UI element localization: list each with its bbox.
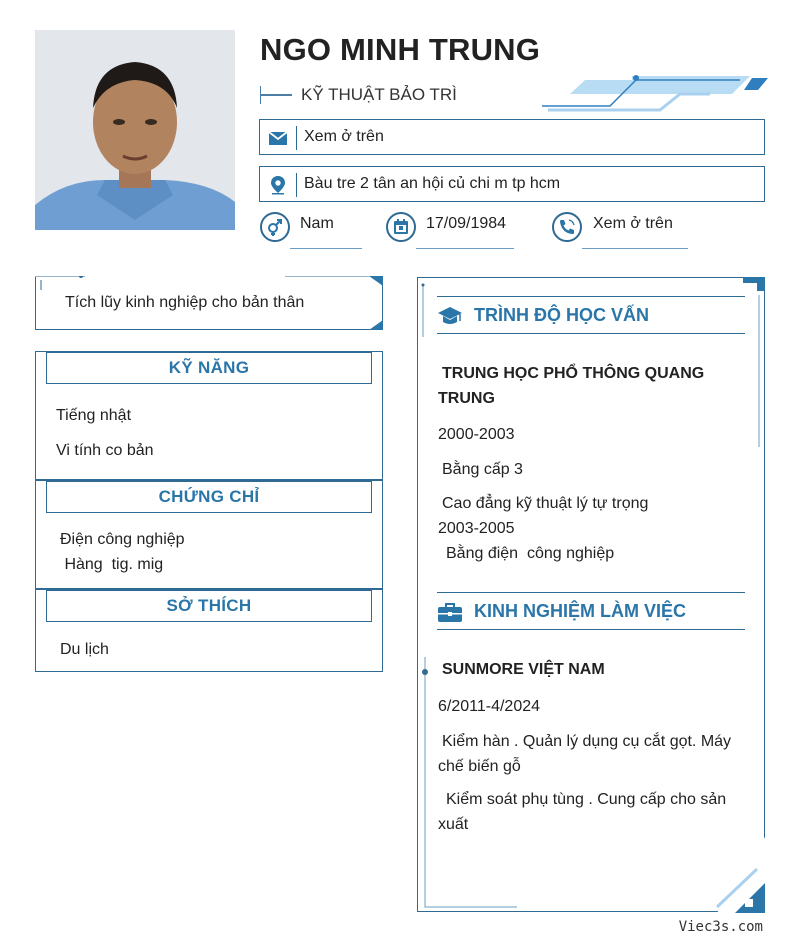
watermark: Viec3s.com [678,919,763,935]
underline [290,248,362,249]
graduation-cap-icon [437,305,463,327]
certificates-panel [35,480,383,589]
phone-value: Xem ở trên [593,215,673,232]
profile-photo [35,30,235,230]
skills-title: KỸ NĂNG [46,352,372,384]
experience-header [437,592,745,630]
education-period: 2000-2003 [438,426,515,443]
job-title-marker [260,94,292,96]
education-school: TRUNG HỌC PHỔ THÔNG QUANG TRUNG [438,365,705,407]
experience-description: Kiểm soát phụ tùng . Cung cấp cho sản xuất [438,791,727,833]
skill-item: Vi tính co bản [56,442,154,459]
email-value: Xem ở trên [304,128,384,145]
gender-value: Nam [300,215,334,232]
candidate-name: NGO MINH TRUNG [260,32,541,67]
calendar-icon [386,212,416,242]
objective-text: Tích lũy kinh nghiệp cho bản thân [65,294,305,311]
gender-icon [260,212,290,242]
separator [296,126,297,150]
hobbies-title: SỞ THÍCH [46,590,372,622]
experience-period: 6/2011-4/2024 [438,698,541,715]
underline [416,248,514,249]
skills-panel [35,351,383,480]
experience-title: KINH NGHIỆM LÀM VIỆC [474,601,687,621]
hobbies-panel [35,589,383,672]
briefcase-icon [437,601,463,623]
separator [296,173,297,197]
hobby-item: Du lịch [60,641,109,658]
education-extra: Bằng điện công nghiệp [446,545,615,562]
job-title: KỸ THUẬT BẢO TRÌ [301,85,457,104]
circuit-decoration [540,72,770,112]
location-pin-icon [268,175,288,195]
education-extra: Cao đẳng kỹ thuật lý tự trọng [442,495,649,512]
education-title: TRÌNH ĐỘ HỌC VẤN [474,305,649,325]
education-extra: 2003-2005 [438,520,515,537]
certificate-item: Điện công nghiệp [60,531,185,548]
envelope-icon [268,128,288,148]
phone-icon [552,212,582,242]
education-detail: Bằng cấp 3 [442,461,523,478]
skill-item: Tiếng nhật [56,407,132,424]
certificate-item: Hàng tig. mig [60,556,164,573]
certificates-title: CHỨNG CHỈ [46,481,372,513]
education-header [437,296,745,334]
address-box [259,166,765,202]
objective-panel [35,277,383,330]
birthday-value: 17/09/1984 [426,215,507,232]
email-box [259,119,765,155]
experience-company: SUNMORE VIỆT NAM [442,661,605,678]
underline [582,248,688,249]
person-silhouette-icon [35,30,235,230]
experience-description: Kiểm hàn . Quản lý dụng cụ cắt gọt. Máy chế biến gỗ [438,733,732,775]
address-value: Bàu tre 2 tân an hội củ chi m tp hcm [304,175,561,192]
